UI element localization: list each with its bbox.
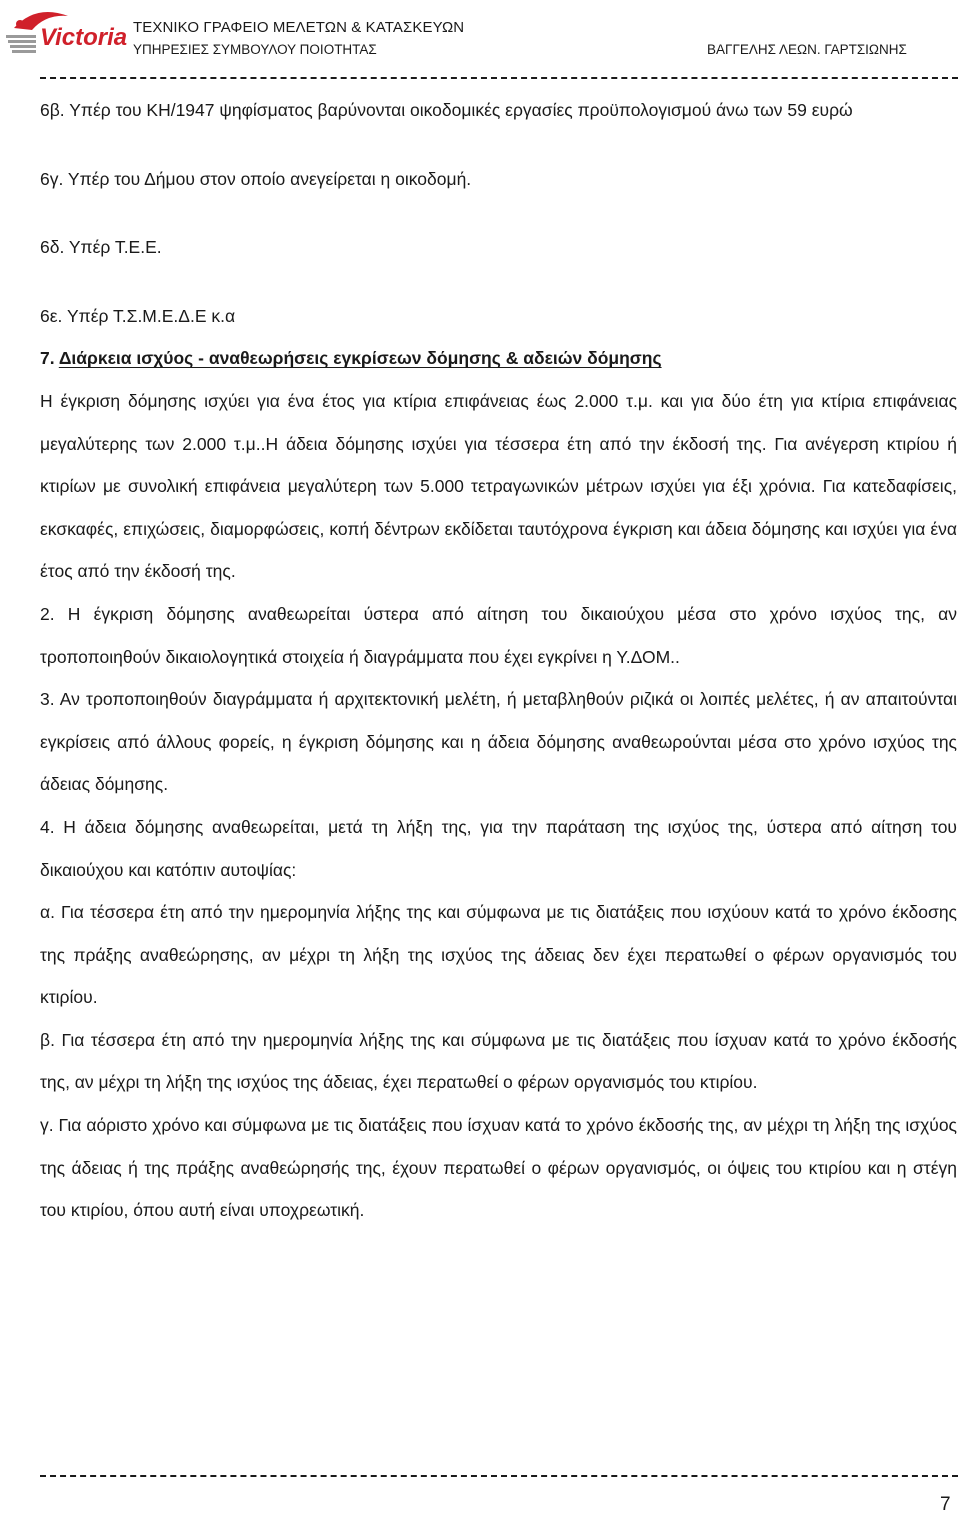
victoria-logo [6,8,130,60]
paragraph-a: α. Για τέσσερα έτη από την ημερομηνία λήξης της και σύμφωνα με τις διατάξεις που ισχύουν κατά το χρόνο έκδοσης της πράξης αναθεώρησης, αν μέχρι τη λήξη της ισχύος της άδειας δεν έχει περατωθεί ο φέρων οργανισμός του κτιρίου. [40,902,957,1008]
item-6b: 6β. Υπέρ του ΚΗ/1947 ψηφίσματος βαρύνονται οικοδομικές εργασίες προϋπολογισμού άνω των 59 ευρώ [40,100,853,120]
document-body [40,89,957,1232]
item-6g: 6γ. Υπέρ του Δήμου στον οποίο ανεγείρεται η οικοδομή. [40,168,472,189]
logo-red-dot [16,20,24,28]
paragraph-3: 3. Αν τροποποιηθούν διαγράμματα ή αρχιτεκτονική μελέτη, ή μεταβληθούν ριζικά οι λοιπές μελέτες, ή αν απαιτούνται εγκρίσεις από άλλους φορείς, η έγκριση δόμησης και η άδεια δόμησης αναθεωρούνται μέσα στο χρόνο ισχύος της άδειας δόμησης. [40,689,957,795]
paragraph-c: γ. Για αόριστο χρόνο και σύμφωνα με τις διατάξεις που ίσχυαν κατά το χρόνο έκδοσής της, αν μέχρι τη λήξη της ισχύος της άδειας ή της πράξης αναθεώρησής της, έχουν περατωθεί ο φέρων οργανισμός, οι όψεις του κτιρίου και η στέγη του κτιρίου, όπου αυτή είναι υποχρεωτική. [40,1115,957,1221]
logo-text: Victoria [40,24,128,51]
section-7-number: 7. [40,348,59,369]
paragraph-4: 4. Η άδεια δόμησης αναθεωρείται, μετά τη λήξη της, για την παράταση της ισχύος της, ύστερα από αίτηση του δικαιούχου και κατόπιν αυτοψίας: [40,816,957,880]
page-number: 7 [940,1494,951,1515]
footer-divider [40,1475,958,1477]
firm-name: ΤΕΧΝΙΚΟ ΓΡΑΦΕΙΟ ΜΕΛΕΤΩΝ & ΚΑΤΑΣΚΕΥΩΝ [133,19,465,36]
logo-swoosh-lines [6,35,36,53]
firm-services: ΥΠΗΡΕΣΙΕΣ ΣΥΜΒΟΥΛΟΥ ΠΟΙΟΤΗΤΑΣ [133,42,377,57]
paragraph-2: 2. Η έγκριση δόμησης αναθεωρείται ύστερα από αίτηση του δικαιούχου μέσα στο χρόνο ισχύος της, αν τροποποιηθούν δικαιολογητικά στοιχεία ή διαγράμματα που έχει εγκρίνει η Υ.ΔΟΜ.. [40,603,957,667]
paragraph-1: Η έγκριση δόμησης ισχύει για ένα έτος για κτίρια επιφάνειας έως 2.000 τ.μ. και για δύο έτη για κτίρια επιφάνειας μεγαλύτερης των 2.000 τ.μ..Η άδεια δόμησης ισχύει για τέσσερα έτη από την έκδοσή της. Για ανέγερση κτιρίου ή κτιρίων με συνολική επιφάνεια μεγαλύτερη των 5.000 τετραγωνικών μέτρων ισχύει για έξι χρόνια. Για κατεδαφίσεις, εκσκαφές, επιχώσεις, διαμορφώσεις, κοπή δέντρων εκδίδεται ταυτόχρονα έγκριση και άδεια δόμησης και ισχύει για ένα έτος από την έκδοσή της. [40,390,957,582]
author-name: ΒΑΓΓΕΛΗΣ ΛΕΩΝ. ΓΑΡΤΣΙΩΝΗΣ [707,42,907,57]
header-divider [40,77,958,79]
section-7-title: Διάρκεια ισχύος - αναθεωρήσεις εγκρίσεων δόμησης & αδειών δόμησης [58,348,662,369]
item-6d: 6δ. Υπέρ Τ.Ε.Ε. [40,237,162,258]
section-7-heading [40,337,957,380]
page-header [0,0,960,80]
item-6e: 6ε. Υπέρ Τ.Σ.Μ.Ε.Δ.Ε κ.α [40,305,236,326]
paragraph-b: β. Για τέσσερα έτη από την ημερομηνία λήξης της και σύμφωνα με τις διατάξεις που ίσχυαν κατά το χρόνο έκδοσής της, αν μέχρι τη λήξη της ισχύος της άδειας, έχει περατωθεί ο φέρων οργανισμός του κτιρίου. [40,1029,957,1093]
